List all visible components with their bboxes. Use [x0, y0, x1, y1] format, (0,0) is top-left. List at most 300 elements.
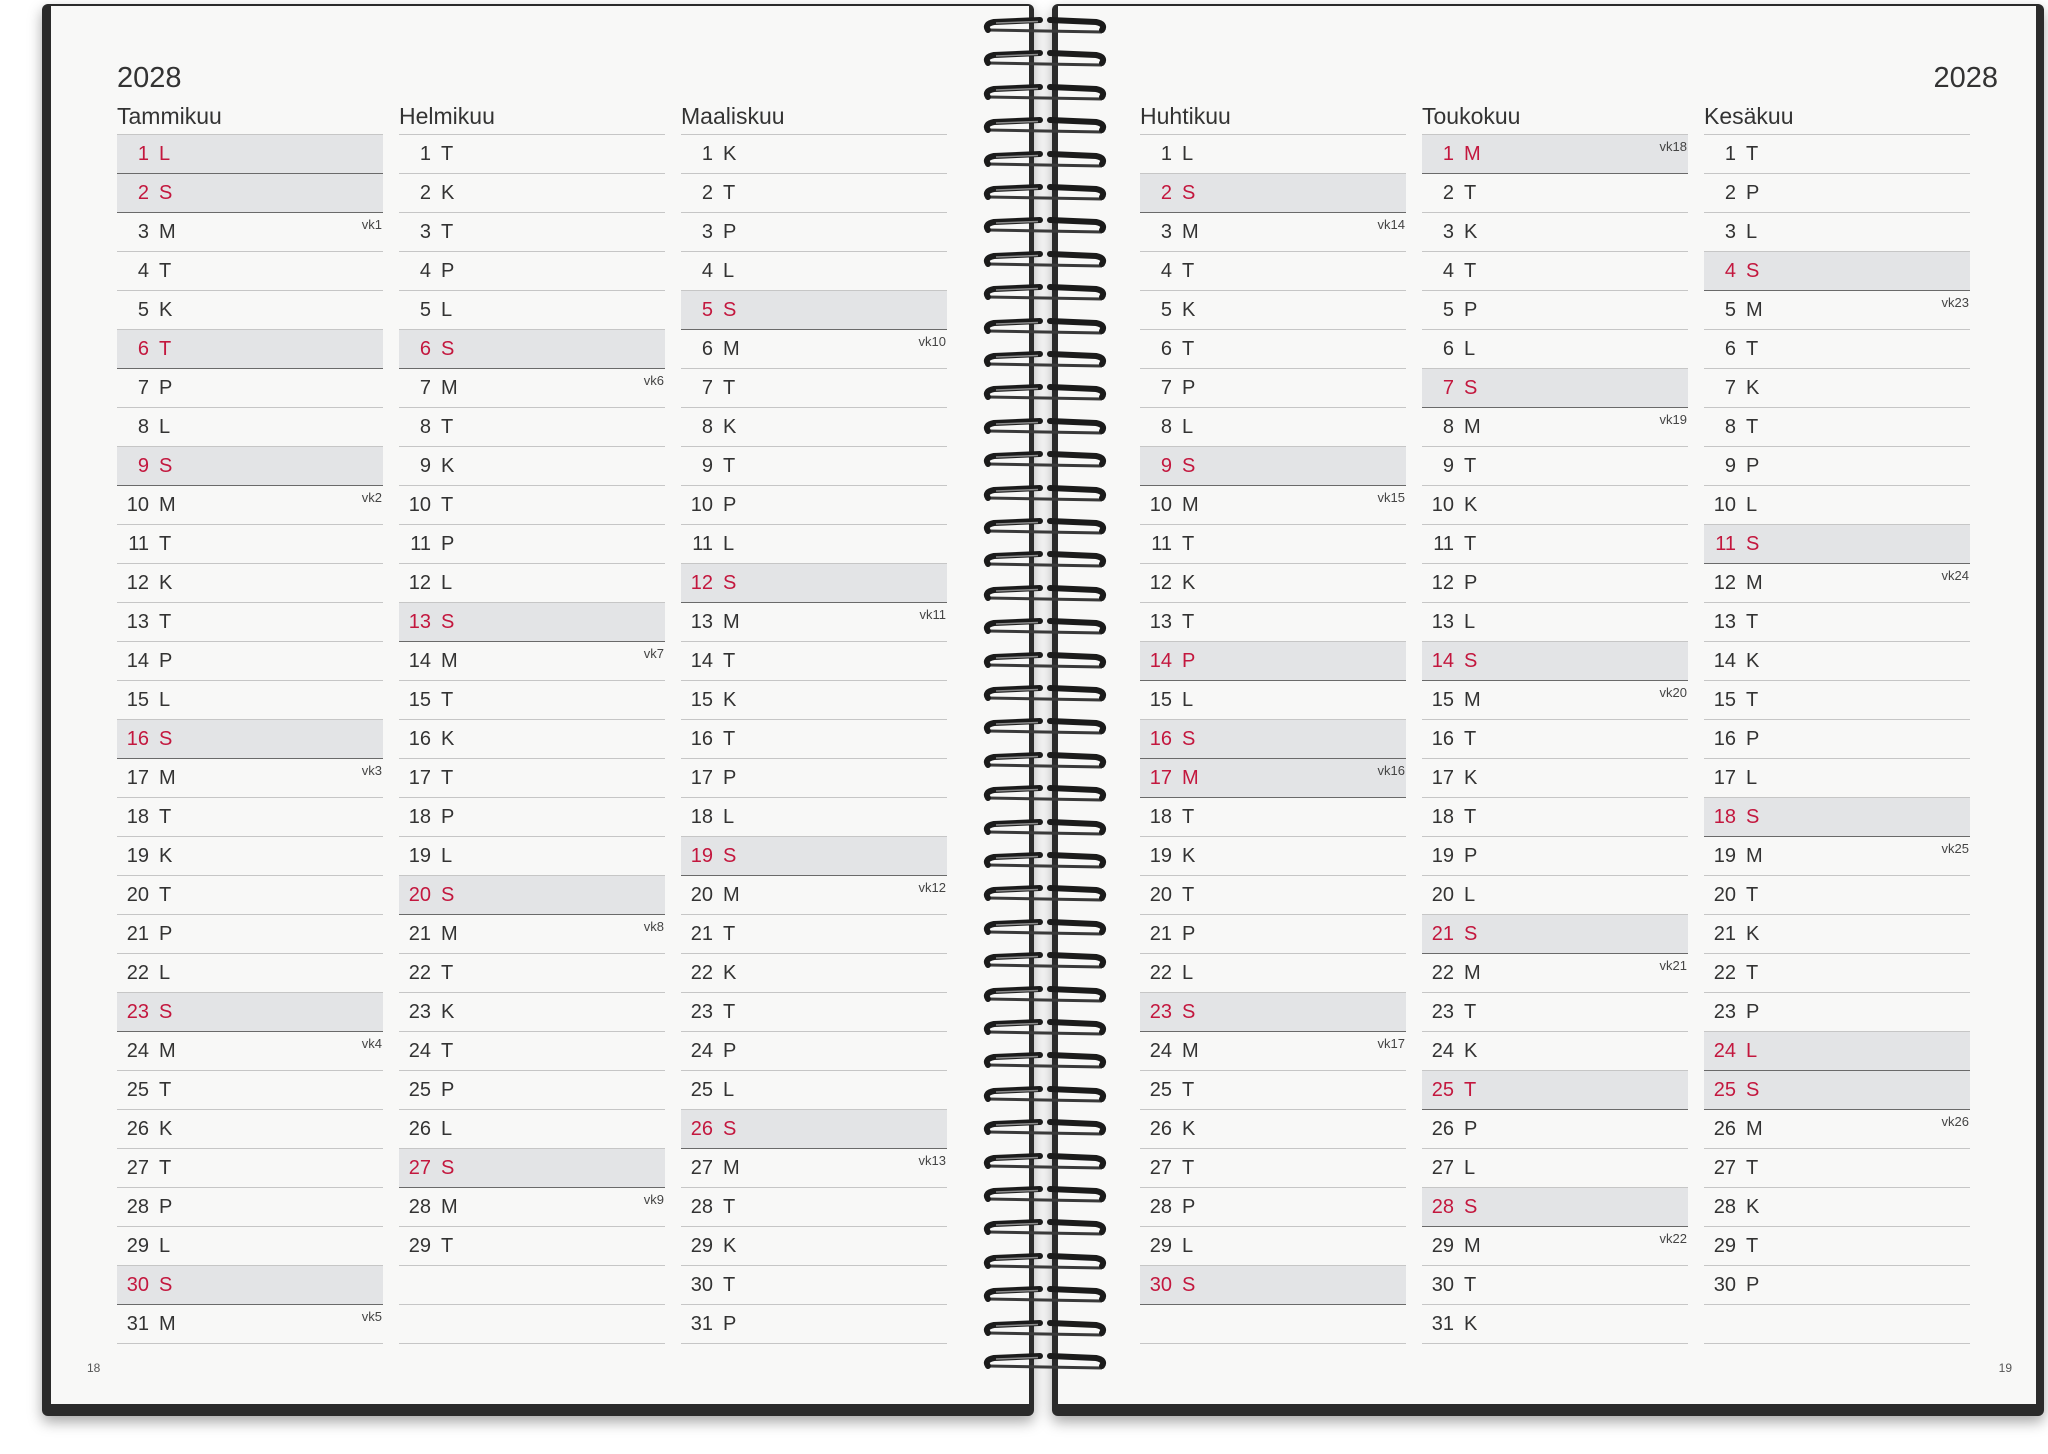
day-number: 28	[126, 1195, 149, 1218]
month-name: Tammikuu	[117, 103, 222, 129]
day-row	[1422, 252, 1688, 291]
weekday-letter: P	[1182, 649, 1196, 672]
day-row	[1422, 1110, 1688, 1149]
day-row	[1140, 1227, 1406, 1266]
spiral-coil	[980, 315, 1110, 339]
day-number: 18	[1431, 805, 1454, 828]
weekday-letter: K	[159, 298, 173, 321]
day-number: 2	[1160, 181, 1172, 204]
weekday-letter: T	[159, 532, 172, 555]
day-row	[1704, 408, 1970, 447]
weekday-letter: K	[723, 1234, 737, 1257]
spiral-coil	[980, 448, 1110, 472]
weekday-letter: L	[1464, 337, 1476, 360]
day-row	[1140, 1032, 1406, 1071]
day-row	[117, 642, 383, 681]
day-row	[1140, 447, 1406, 486]
spiral-coil	[980, 81, 1110, 105]
day-row	[117, 954, 383, 993]
day-row	[1140, 174, 1406, 213]
day-row	[1140, 369, 1406, 408]
day-row	[117, 1071, 383, 1110]
spiral-coil	[980, 248, 1110, 272]
weekday-letter: S	[441, 883, 455, 906]
day-number: 27	[1713, 1156, 1736, 1179]
weekday-letter: S	[1182, 181, 1196, 204]
day-number: 29	[690, 1234, 713, 1257]
day-row	[1704, 135, 1970, 174]
day-number: 13	[1431, 610, 1454, 633]
week-number: vk7	[643, 646, 664, 661]
spiral-coil	[980, 515, 1110, 539]
weekday-letter: T	[1182, 610, 1195, 633]
day-number: 20	[1713, 883, 1736, 906]
spiral-coil	[980, 381, 1110, 405]
day-row	[1140, 486, 1406, 525]
spiral-coil	[980, 949, 1110, 973]
weekday-letter: P	[159, 922, 173, 945]
weekday-letter: P	[1746, 181, 1760, 204]
weekday-letter: T	[1746, 142, 1759, 165]
weekday-letter: S	[1182, 454, 1196, 477]
day-number: 15	[126, 688, 149, 711]
spiral-coil	[980, 1317, 1110, 1341]
year-label-right: 2028	[1933, 62, 1998, 94]
day-number: 15	[1713, 688, 1736, 711]
day-number: 19	[1713, 844, 1736, 867]
day-number: 1	[701, 142, 713, 165]
weekday-letter: L	[1746, 766, 1758, 789]
day-number: 24	[126, 1039, 149, 1062]
day-number: 1	[419, 142, 431, 165]
weekday-letter: P	[723, 766, 737, 789]
day-number: 3	[1724, 220, 1736, 243]
day-number: 12	[408, 571, 431, 594]
day-row	[117, 915, 383, 954]
weekday-letter: S	[1746, 1078, 1760, 1101]
day-number: 30	[1149, 1273, 1172, 1296]
weekday-letter: P	[1746, 727, 1760, 750]
weekday-letter: P	[441, 259, 455, 282]
weekday-letter: T	[723, 649, 736, 672]
week-number: vk19	[1659, 412, 1687, 427]
day-row	[1140, 1071, 1406, 1110]
weekday-letter: T	[1746, 1234, 1759, 1257]
weekday-letter: P	[723, 1312, 737, 1335]
day-row	[117, 798, 383, 837]
weekday-letter: T	[1182, 532, 1195, 555]
day-row	[399, 915, 665, 954]
spiral-coil	[980, 715, 1110, 739]
weekday-letter: T	[723, 1000, 736, 1023]
weekday-letter: T	[723, 376, 736, 399]
day-number: 15	[408, 688, 431, 711]
day-row	[1704, 603, 1970, 642]
day-row	[399, 525, 665, 564]
day-number: 22	[690, 961, 713, 984]
month-column	[681, 98, 947, 1344]
spiral-coil	[980, 1049, 1110, 1073]
day-row	[1422, 1305, 1688, 1344]
weekday-letter: K	[441, 181, 455, 204]
day-row	[1422, 291, 1688, 330]
weekday-letter: K	[723, 688, 737, 711]
day-row	[1704, 915, 1970, 954]
day-row	[117, 759, 383, 798]
weekday-letter: M	[441, 922, 458, 945]
day-number: 8	[1160, 415, 1172, 438]
weekday-letter: T	[723, 454, 736, 477]
day-row	[681, 1032, 947, 1071]
day-row	[1140, 252, 1406, 291]
day-list	[399, 134, 665, 1344]
spiral-coil	[980, 14, 1110, 38]
spiral-coil	[980, 1116, 1110, 1140]
week-number: vk3	[361, 763, 382, 778]
weekday-letter: T	[159, 259, 172, 282]
day-number: 17	[1713, 766, 1736, 789]
weekday-letter: S	[441, 337, 455, 360]
weekday-letter: S	[723, 571, 737, 594]
week-number: vk12	[918, 880, 946, 895]
day-row	[1422, 1149, 1688, 1188]
day-number: 20	[408, 883, 431, 906]
day-row	[1422, 915, 1688, 954]
day-number: 18	[126, 805, 149, 828]
weekday-letter: T	[1182, 259, 1195, 282]
day-number: 2	[137, 181, 149, 204]
day-row	[1140, 1149, 1406, 1188]
day-number: 8	[1442, 415, 1454, 438]
weekday-letter: K	[159, 571, 173, 594]
weekday-letter: L	[1182, 961, 1194, 984]
day-row	[117, 1227, 383, 1266]
day-number: 25	[126, 1078, 149, 1101]
day-number: 20	[690, 883, 713, 906]
day-number: 11	[128, 532, 149, 555]
weekday-letter: M	[723, 610, 740, 633]
day-row	[399, 1227, 665, 1266]
weekday-letter: M	[723, 1156, 740, 1179]
weekday-letter: P	[1182, 376, 1196, 399]
weekday-letter: M	[1746, 1117, 1763, 1140]
empty-row	[399, 1266, 665, 1305]
day-number: 3	[1442, 220, 1454, 243]
day-number: 9	[419, 454, 431, 477]
day-number: 17	[126, 766, 149, 789]
day-row	[117, 1305, 383, 1344]
weekday-letter: K	[1182, 298, 1196, 321]
weekday-letter: K	[723, 961, 737, 984]
day-row	[1704, 1188, 1970, 1227]
day-row	[399, 759, 665, 798]
day-number: 12	[690, 571, 713, 594]
spiral-coil	[980, 415, 1110, 439]
day-number: 30	[1713, 1273, 1736, 1296]
weekday-letter: L	[159, 142, 171, 165]
day-number: 14	[1431, 649, 1454, 672]
spiral-coil	[980, 682, 1110, 706]
weekday-letter: K	[1464, 1312, 1478, 1335]
day-number: 8	[137, 415, 149, 438]
weekday-letter: T	[1464, 454, 1477, 477]
weekday-letter: K	[159, 1117, 173, 1140]
day-row	[1422, 1188, 1688, 1227]
day-number: 17	[1431, 766, 1454, 789]
weekday-letter: M	[159, 1312, 176, 1335]
day-row	[1422, 681, 1688, 720]
weekday-letter: T	[1464, 1273, 1477, 1296]
weekday-letter: S	[441, 1156, 455, 1179]
month-name: Helmikuu	[399, 103, 495, 129]
spiral-coil	[980, 816, 1110, 840]
day-number: 19	[1431, 844, 1454, 867]
week-number: vk11	[919, 607, 946, 622]
weekday-letter: T	[1182, 1078, 1195, 1101]
day-row	[1422, 369, 1688, 408]
day-number: 3	[419, 220, 431, 243]
day-row	[681, 954, 947, 993]
day-row	[1422, 135, 1688, 174]
day-number: 13	[408, 610, 431, 633]
weekday-letter: P	[159, 649, 173, 672]
day-row	[399, 798, 665, 837]
day-row	[1704, 837, 1970, 876]
day-row	[117, 837, 383, 876]
weekday-letter: P	[1464, 844, 1478, 867]
day-number: 14	[126, 649, 149, 672]
week-number: vk17	[1377, 1036, 1405, 1051]
day-row	[399, 1149, 665, 1188]
day-number: 6	[1442, 337, 1454, 360]
weekday-letter: M	[1746, 298, 1763, 321]
spiral-coil	[980, 148, 1110, 172]
day-row	[1704, 798, 1970, 837]
day-number: 20	[126, 883, 149, 906]
weekday-letter: P	[1464, 1117, 1478, 1140]
week-number: vk18	[1659, 139, 1687, 154]
week-number: vk1	[361, 217, 382, 232]
day-number: 22	[1713, 961, 1736, 984]
day-number: 16	[1431, 727, 1454, 750]
day-row	[1422, 447, 1688, 486]
weekday-letter: L	[1464, 610, 1476, 633]
day-number: 25	[408, 1078, 431, 1101]
day-number: 16	[690, 727, 713, 750]
day-list	[681, 134, 947, 1344]
day-row	[117, 603, 383, 642]
day-row	[399, 291, 665, 330]
day-row	[681, 174, 947, 213]
day-row	[399, 642, 665, 681]
month-column	[1704, 98, 1970, 1344]
spiral-coil	[980, 916, 1110, 940]
weekday-letter: M	[159, 1039, 176, 1062]
page-number-left: 18	[87, 1361, 101, 1375]
day-number: 19	[408, 844, 431, 867]
day-row	[1422, 1227, 1688, 1266]
day-row	[1704, 174, 1970, 213]
weekday-letter: T	[1746, 610, 1759, 633]
day-row	[1422, 642, 1688, 681]
day-number: 10	[1431, 493, 1454, 516]
day-row	[681, 1110, 947, 1149]
day-row	[681, 447, 947, 486]
weekday-letter: T	[1464, 259, 1477, 282]
weekday-letter: K	[1182, 571, 1196, 594]
weekday-letter: K	[441, 727, 455, 750]
day-row	[1140, 759, 1406, 798]
weekday-letter: S	[1464, 922, 1478, 945]
page-number-right: 19	[1998, 1361, 2012, 1375]
weekday-letter: M	[1182, 220, 1199, 243]
day-number: 27	[126, 1156, 149, 1179]
weekday-letter: M	[1182, 1039, 1199, 1062]
weekday-letter: T	[1746, 961, 1759, 984]
day-row	[399, 993, 665, 1032]
day-number: 16	[1713, 727, 1736, 750]
weekday-letter: T	[441, 961, 454, 984]
day-number: 19	[1149, 844, 1172, 867]
empty-row	[399, 1305, 665, 1344]
day-row	[1140, 330, 1406, 369]
day-row	[681, 798, 947, 837]
day-row	[681, 720, 947, 759]
week-number: vk16	[1377, 763, 1405, 778]
day-number: 13	[1149, 610, 1172, 633]
weekday-letter: S	[159, 454, 173, 477]
day-number: 23	[408, 1000, 431, 1023]
weekday-letter: K	[1746, 376, 1760, 399]
day-number: 5	[137, 298, 149, 321]
weekday-letter: S	[1464, 376, 1478, 399]
day-row	[681, 1188, 947, 1227]
week-number: vk20	[1659, 685, 1687, 700]
empty-row	[1140, 1305, 1406, 1344]
day-number: 11	[410, 532, 431, 555]
week-number: vk25	[1941, 841, 1969, 856]
day-number: 3	[137, 220, 149, 243]
day-number: 21	[1431, 922, 1454, 945]
day-number: 10	[408, 493, 431, 516]
weekday-letter: P	[1182, 1195, 1196, 1218]
day-number: 24	[1713, 1039, 1736, 1062]
weekday-letter: T	[159, 805, 172, 828]
weekday-letter: T	[1464, 727, 1477, 750]
day-row	[1140, 954, 1406, 993]
day-row	[117, 993, 383, 1032]
day-row	[681, 291, 947, 330]
day-row	[399, 1110, 665, 1149]
day-row	[1704, 720, 1970, 759]
day-number: 15	[1149, 688, 1172, 711]
day-row	[117, 525, 383, 564]
day-row	[117, 447, 383, 486]
spiral-coil	[980, 548, 1110, 572]
day-row	[1140, 720, 1406, 759]
day-number: 21	[126, 922, 149, 945]
day-number: 27	[690, 1156, 713, 1179]
empty-row	[1704, 1305, 1970, 1344]
weekday-letter: P	[1464, 571, 1478, 594]
day-number: 10	[1149, 493, 1172, 516]
spiral-coil	[980, 1150, 1110, 1174]
day-number: 14	[1149, 649, 1172, 672]
weekday-letter: T	[159, 337, 172, 360]
day-number: 29	[126, 1234, 149, 1257]
weekday-letter: K	[441, 454, 455, 477]
weekday-letter: P	[159, 1195, 173, 1218]
day-row	[399, 252, 665, 291]
day-number: 4	[701, 259, 713, 282]
day-number: 12	[126, 571, 149, 594]
day-row	[681, 330, 947, 369]
day-number: 25	[1431, 1078, 1454, 1101]
month-name: Maaliskuu	[681, 103, 785, 129]
weekday-letter: T	[1746, 688, 1759, 711]
day-row	[399, 720, 665, 759]
weekday-letter: L	[159, 688, 171, 711]
day-row	[399, 213, 665, 252]
day-number: 26	[1713, 1117, 1736, 1140]
day-number: 2	[419, 181, 431, 204]
weekday-letter: T	[1464, 1000, 1477, 1023]
weekday-letter: T	[159, 1156, 172, 1179]
day-number: 26	[690, 1117, 713, 1140]
day-number: 14	[1713, 649, 1736, 672]
day-number: 29	[1713, 1234, 1736, 1257]
day-number: 28	[690, 1195, 713, 1218]
weekday-letter: T	[159, 610, 172, 633]
day-row	[1422, 1266, 1688, 1305]
spiral-coil	[980, 882, 1110, 906]
weekday-letter: M	[1182, 766, 1199, 789]
weekday-letter: L	[1746, 1039, 1758, 1062]
day-row	[117, 720, 383, 759]
day-row	[681, 1305, 947, 1344]
weekday-letter: L	[1182, 142, 1194, 165]
day-row	[1704, 1227, 1970, 1266]
day-row	[1704, 642, 1970, 681]
day-row	[1140, 1266, 1406, 1305]
day-number: 7	[1724, 376, 1736, 399]
day-row	[399, 447, 665, 486]
day-list	[1140, 134, 1406, 1344]
spiral-coil	[980, 214, 1110, 238]
day-number: 23	[126, 1000, 149, 1023]
weekday-letter: P	[1746, 1000, 1760, 1023]
week-number: vk6	[643, 373, 664, 388]
day-number: 11	[1433, 532, 1454, 555]
day-number: 18	[690, 805, 713, 828]
day-number: 23	[1431, 1000, 1454, 1023]
day-row	[117, 1149, 383, 1188]
week-number: vk4	[361, 1036, 382, 1051]
day-number: 19	[126, 844, 149, 867]
day-row	[1422, 174, 1688, 213]
day-row	[1704, 564, 1970, 603]
day-row	[117, 213, 383, 252]
weekday-letter: S	[1464, 1195, 1478, 1218]
day-row	[681, 135, 947, 174]
day-number: 27	[1149, 1156, 1172, 1179]
day-row	[681, 252, 947, 291]
day-row	[1422, 330, 1688, 369]
day-row	[399, 681, 665, 720]
day-row	[1704, 291, 1970, 330]
weekday-letter: T	[441, 220, 454, 243]
day-number: 8	[1724, 415, 1736, 438]
